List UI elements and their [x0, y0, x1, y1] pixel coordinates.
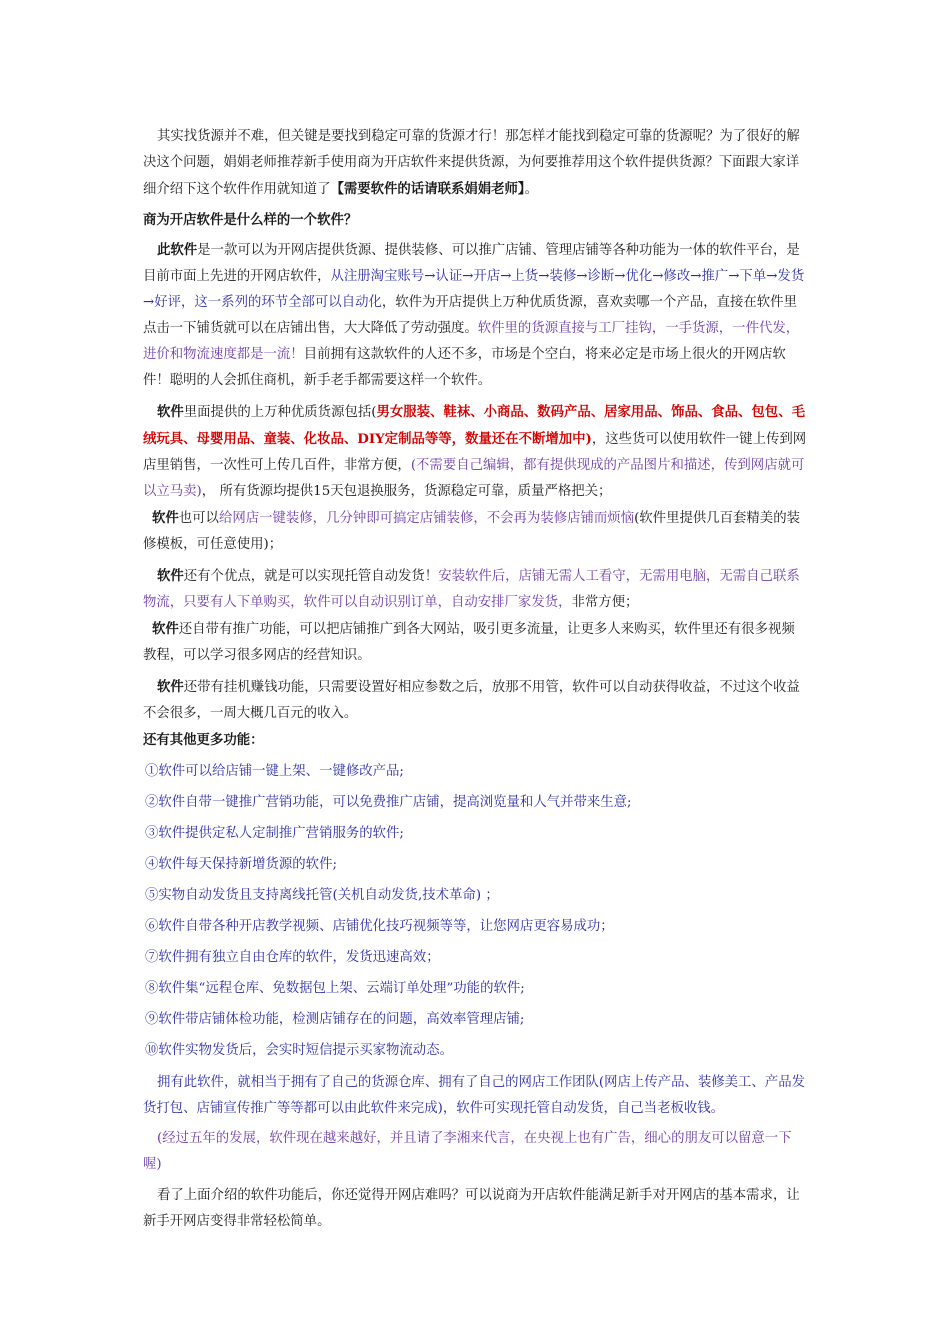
software-term: 软件 — [157, 679, 184, 695]
list-item: ⑨软件带店铺体检功能，检测店铺存在的问题，高效率管理店铺; — [145, 1012, 525, 1027]
earning-paragraph — [143, 674, 807, 727]
no-edit-highlight: (不需要自己编辑，都有提供现成的产品图片和描述，传到网店就可以立马卖) — [143, 458, 805, 499]
list-item: ⑤实物自动发货且支持离线托管(关机自动发货,技术革命) ； — [145, 888, 499, 903]
list-item: ⑦软件拥有独立自由仓库的软件，发货迅速高效； — [145, 950, 440, 965]
desc-text-2: ，软件为开店提供上万种优质货源，喜欢卖哪一个产品，直接在软件里点击一下铺货就可以在店铺出售，大大降低了劳动强度。 — [143, 295, 797, 336]
list-item: ④软件每天保持新增货源的软件; — [145, 857, 337, 872]
software-term: 此软件 — [157, 242, 198, 258]
software-term: 软件 — [157, 404, 184, 420]
product-categories: 男女服装、鞋袜、小商品、数码产品、居家用品、饰品、食品、包包、毛绒玩具、母婴用品、童装、化妆品、DIY定制品等等，数量还在不断增加中) — [143, 404, 805, 447]
list-item: ③软件提供定私人定制推广营销服务的软件; — [145, 826, 404, 841]
summary-paragraph: 拥有此软件，就相当于拥有了自己的货源仓库、拥有了自己的网店工作团队(网店上传产品、装修美工、产品发货打包、店铺宣传推广等等都可以由此软件来完成)，软件可实现托管自动发货，自己当老板收钱。 — [143, 1075, 805, 1116]
section-heading-what-is: 商为开店软件是什么样的一个软件？ — [143, 212, 358, 228]
software-term: 软件 — [152, 510, 179, 526]
deco-text-2: (软件里提供几百套精美的装修模板，可任意使用)； — [143, 511, 800, 552]
list-item: ⑩软件实物发货后，会实时短信提示买家物流动态。 — [145, 1043, 453, 1058]
decoration-highlight: 给网店一键装修，几分钟即可搞定店铺装修，不会再为装修店铺而烦恼 — [218, 511, 635, 526]
list-item: ①软件可以给店铺一键上架、一键修改产品; — [145, 764, 404, 779]
list-item: ②软件自带一键推广营销功能，可以免费推广店铺，提高浏览量和人气并带来生意; — [145, 795, 632, 810]
goods-text: 里面提供的上万种优质货源包括( — [183, 405, 377, 420]
earn-text: 还带有挂机赚钱功能，只需要设置好相应参数之后，放那不用管，软件可以自动获得收益，不过这个收益不会很多，一周大概几百元的收入。 — [143, 680, 800, 721]
desc-text-3: 目前拥有这款软件的人还不多，市场是个空白，将来必定是市场上很火的开网店软件！聪明的人会抓住商机，新手老手都需要这样一个软件。 — [143, 347, 786, 388]
auto-shipping-paragraph — [143, 563, 807, 616]
software-term: 软件 — [157, 568, 184, 584]
desc-text: 是一款可以为开网店提供货源、提供装修、可以推广店铺、管理店铺等各种功能为一体的软件平台，是目前市面上先进的开网店软件， — [143, 243, 800, 284]
goods-sources-paragraph — [143, 399, 807, 505]
promo-text: 还自带有推广功能，可以把店铺推广到各大网站，吸引更多流量，让更多人来购买，软件里还有很多视频教程，可以学习很多网店的经营知识。 — [143, 622, 795, 663]
list-item: ⑥软件自带各种开店教学视频、店铺优化技巧视频等等，让您网店更容易成功； — [145, 919, 614, 934]
endorsement-paragraph: (经过五年的发展，软件现在越来越好，并且请了李湘来代言，在央视上也有广告，细心的朋友可以留意一下喔) — [143, 1131, 792, 1172]
document-page — [143, 124, 807, 1235]
software-description-paragraph — [143, 237, 807, 394]
intro-text: 其实找货源并不难，但关键是要找到稳定可靠的货源才行！那怎样才能找到稳定可靠的货源呢？为了很好的解决这个问题，娟娟老师推荐新手使用商为开店软件来提供货源，为何要推荐用这个软件提供货源？下面跟大家详细介绍下这个软件作用就知道了 — [143, 129, 800, 197]
factory-source-highlight: 软件里的货源直接与工厂挂钩，一手货源，一件代发，进价和物流速度都是一流！ — [143, 321, 800, 362]
intro-paragraph — [143, 124, 807, 203]
ship-text: 还有个优点，就是可以实现托管自动发货！ — [183, 569, 439, 584]
contact-teacher-note: 【需要软件的话请联系娟娟老师】 — [330, 181, 525, 197]
promotion-paragraph — [143, 616, 807, 669]
list-item: ⑧软件集“远程仓库、免数据包上架、云端订单处理”功能的软件; — [145, 981, 525, 996]
closing-paragraph: 看了上面介绍的软件功能后，你还觉得开网店难吗？可以说商为开店软件能满足新手对开网店的基本需求，让新手开网店变得非常轻松简单。 — [143, 1188, 800, 1229]
auto-shipping-highlight: 安装软件后，店铺无需人工看守，无需用电脑，无需自己联系物流，只要有人下单购买，软件可以自动识别订单，自动安排厂家发货， — [143, 569, 800, 610]
section-heading-more-features: 还有其他更多功能： — [143, 732, 264, 748]
software-term: 软件 — [152, 621, 179, 637]
intro-end: 。 — [524, 182, 539, 197]
deco-text: 也可以 — [178, 511, 219, 526]
goods-text-3: ， 所有货源均提供15天包退换服务，货源稳定可靠，质量严格把关； — [201, 484, 612, 499]
ship-text-2: 非常方便； — [571, 595, 639, 610]
goods-text-2: ，这些货可以使用软件一键上传到网店里销售，一次性可上传几百件，非常方便， — [143, 432, 807, 473]
automation-steps: 从注册淘宝账号→认证→开店→上货→装修→诊断→优化→修改→推广→下单→发货→好评，这一系列的环节全部可以自动化 — [143, 269, 805, 310]
features-list — [143, 756, 807, 1066]
decoration-paragraph — [143, 505, 807, 558]
